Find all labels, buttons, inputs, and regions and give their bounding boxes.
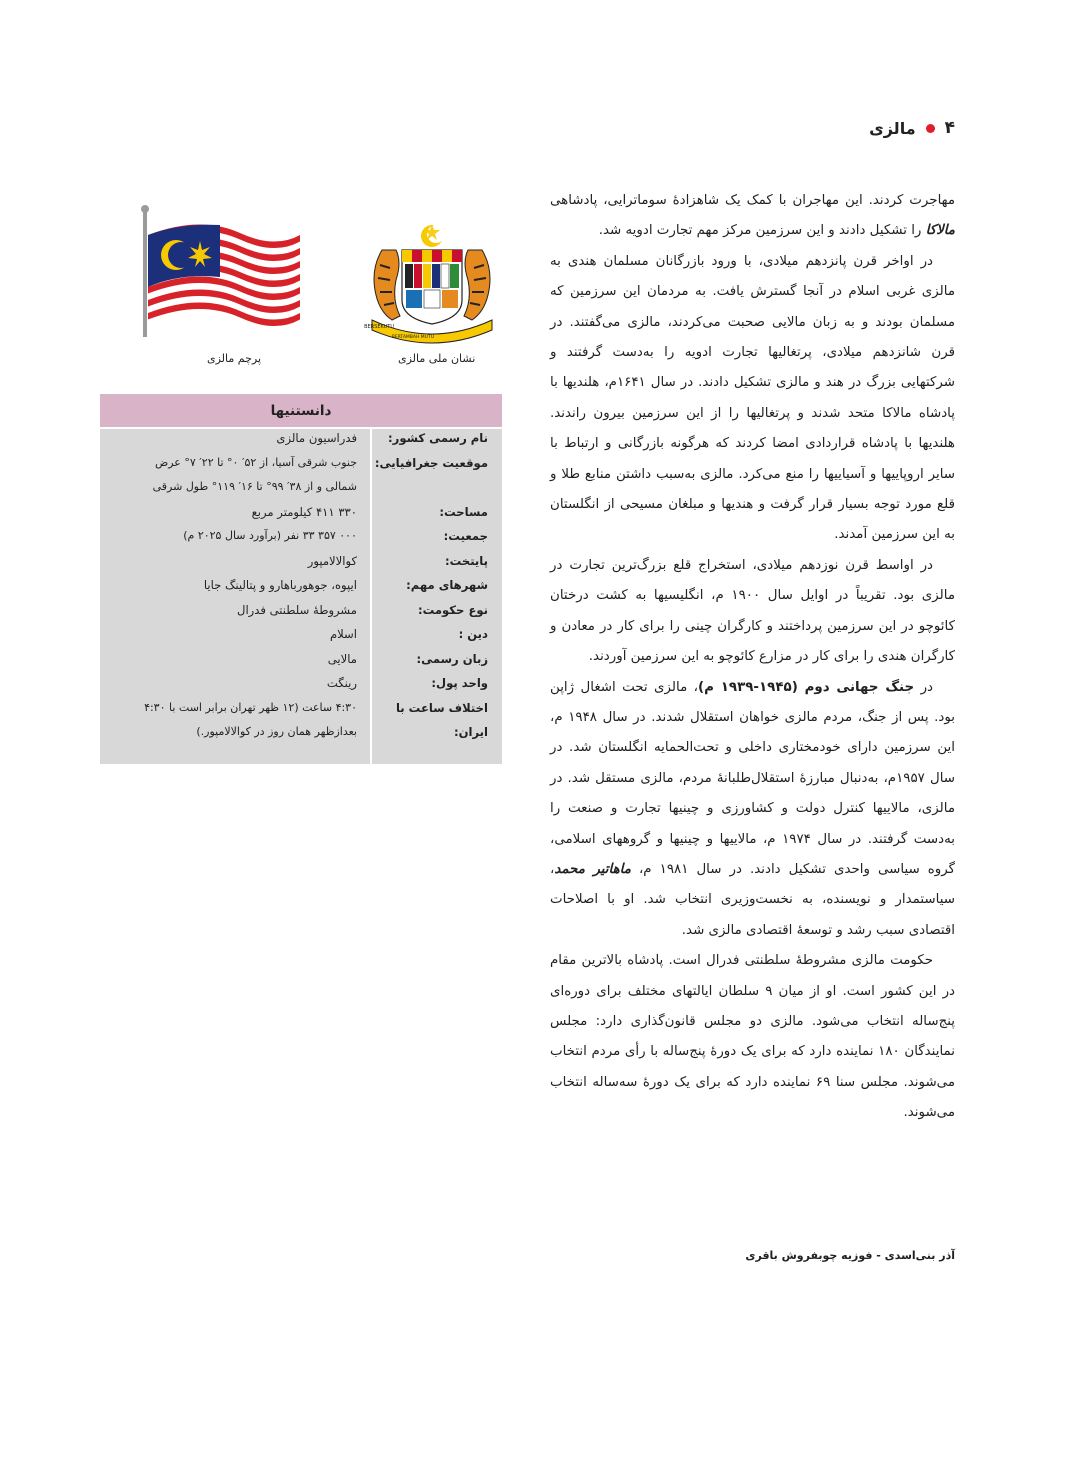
- fact-row: [100, 725, 502, 750]
- fact-value: ۴:۳۰ ساعت (۱۲ ظهر تهران برابر است با ۴:۳۰: [144, 700, 357, 714]
- fact-value: ایپوه، جوهورباهارو و پتالینگ جایا: [203, 578, 357, 592]
- malacca-term: مالاکا: [925, 223, 955, 239]
- paragraph-5: حکومت مالزی مشروطهٔ سلطنتی فدرال است. پادشاه بالاترین مقام در این کشور است. او از میان ۹ سلطان ایالتهای مختلف برای دوره‌ای پنج‌ساله انتخاب می‌شود. مالزی دو مجلس قانون‌گذاری دارد: مجلس نمایندگان ۱۸۰ نماینده دارد که برای یک دورهٔ پنج‌ساله با رأی مردم انتخاب می‌شوند. مجلس سنا ۶۹ نماینده دارد که برای یک دورهٔ سه‌ساله انتخاب می‌شوند.: [550, 953, 956, 1121]
- fact-label: واحد پول:: [431, 676, 488, 690]
- fact-label: زبان رسمی:: [416, 651, 488, 666]
- fact-value: مشروطهٔ سلطنتی فدرال: [237, 602, 357, 617]
- paragraph-4-text-b: ، مالزی تحت اشغال ژاپن بود. پس از جنگ، مردم مالزی خواهان استقلال شدند. در سال ۱۹۴۸ م، این سرزمین دارای خودمختاری داخلی و تحت‌الحمایه انگلستان شد. در سال ۱۹۵۷م، به‌دنبال مبارزهٔ استقلال‌طلبانهٔ مردم، مالزی مستقل شد. در مالزی، مالاییها کنترل دولت و کشاورزی و چینیها تجارت و صنعت را به‌دست گرفتند. در سال ۱۹۷۴ م، مالاییها و چینیها و گروههای اسلامی، گروه سیاسی واحدی تشکیل دادند. در سال ۱۹۸۱ م،: [550, 679, 955, 877]
- paragraph-1-text-b: را تشکیل دادند و این سرزمین مرکز مهم تجارت ادویه شد.: [598, 223, 926, 239]
- fact-row: [100, 480, 502, 505]
- fact-label: دین :: [458, 627, 488, 641]
- chapter-title: مالزی: [869, 118, 916, 138]
- paragraph-1: [550, 186, 955, 247]
- fact-value: اسلام: [329, 627, 357, 641]
- malaysia-flag-image: [140, 205, 310, 340]
- fact-label: پایتخت:: [444, 553, 488, 568]
- fact-row: [100, 554, 502, 579]
- fact-value: بعدازظهر همان روز در کوالالامپور.): [196, 725, 357, 738]
- fact-value: ۰۰۰ ۳۵۷ ۳۳ نفر (برآورد سال ۲۰۲۵ م): [183, 529, 357, 542]
- paragraph-3: در اواسط قرن نوزدهم میلادی، استخراج قلع بزرگ‌ترین تجارت در مالزی بود. تقریباً در اوایل سال ۱۹۰۰ م، انگلیسیها به کشت درختان کائوچو در این سرزمین پرداختند و کارگران چینی را برای کار در معادن و کارگران هندی را برای کار در مزارع کائوچو به این سرزمین آوردند.: [550, 557, 955, 665]
- paragraph-4: [550, 673, 955, 947]
- national-emblem-image: [362, 220, 502, 345]
- fact-row: [100, 456, 502, 481]
- fact-row: [100, 627, 502, 652]
- facts-box: [100, 394, 502, 764]
- fact-value: مالایی: [327, 651, 357, 666]
- mahathir-term: ماهاتیر محمد: [554, 861, 631, 877]
- fact-row: [100, 529, 502, 554]
- fact-value: رینگت: [326, 676, 357, 690]
- emblem-motto-right: BERTAMBAH MUTU: [391, 335, 434, 340]
- fact-label: ایران:: [453, 725, 488, 739]
- fact-label: مساحت:: [439, 504, 488, 519]
- authors-credit: آذر بنی‌اسدی - فوزیه چوبفروش باقری: [745, 1249, 955, 1262]
- paragraph-4-text-c: ، سیاستمدار و نویسنده، به نخست‌وزیری انتخاب شد. او با اصلاحات اقتصادی سبب رشد و توسعهٔ اقتصادی مالزی شد.: [550, 861, 955, 938]
- facts-body: [100, 429, 502, 764]
- paragraph-4-text-a: در: [914, 679, 934, 695]
- article-body: [550, 186, 955, 1129]
- emblem-motto-left: BERSEKUTU: [364, 324, 394, 330]
- page-number: ۴: [944, 118, 955, 138]
- fact-label: نوع حکومت:: [417, 602, 488, 617]
- fact-row: [100, 603, 502, 628]
- bullet-dot-icon: [926, 124, 935, 133]
- paragraph-2: در اواخر قرن پانزدهم میلادی، با ورود بازرگانان مسلمان هندی به مالزی غربی اسلام در آنجا گسترش یافت. به مردمان این سرزمین که مسلمان بودند و به زبان مالایی صحبت می‌کردند، مالزی می‌گفتند. در قرن شانزدهم میلادی، پرتغالیها تجارت ادویه را به‌دست گرفتند و شرکتهایی بزرگ در هند و مالزی تشکیل دادند. در سال ۱۶۴۱م، هلندیها با پادشاه مالاکا متحد شدند و پرتغالیها را از این سرزمین بیرون راندند. هلندیها با پادشاه قراردادی امضا کردند که هرگونه بازرگانی و ارتباط با سایر اروپاییها و آسیاییها را منع می‌کرد. مالزی به‌سبب داشتن منابع طلا و قلع مورد توجه بسیار قرار گرفت و هندیها و مبلغان مسیحی از انگلستان به این سرزمین آمدند.: [550, 253, 955, 543]
- fact-value: شمالی و از ۳۸′ ۹۹° تا ۱۶′ ۱۱۹° طول شرقی: [152, 480, 357, 493]
- paragraph-1-text-a: مهاجرت کردند. این مهاجران با کمک یک شاهزادهٔ سوماترایی، پادشاهی: [550, 193, 955, 208]
- fact-row: [100, 578, 502, 603]
- fact-row: [100, 505, 502, 530]
- ww2-term: جنگ جهانی دوم (۱۹۴۵-۱۹۳۹ م): [697, 679, 915, 695]
- page-header: [869, 118, 955, 138]
- fact-row: [100, 652, 502, 677]
- figures-area: [100, 205, 502, 385]
- fact-row: [100, 431, 502, 456]
- fact-row: [100, 701, 502, 726]
- fact-value: جنوب شرقی آسیا، از ۵۲′ ۰° تا ۲۲′ ۷° عرض: [154, 455, 357, 469]
- fact-value: کوالالامپور: [307, 553, 357, 568]
- fact-row: [100, 676, 502, 701]
- flag-caption: پرچم مالزی: [207, 352, 262, 365]
- fact-label: موقعیت جغرافیایی:: [374, 455, 488, 470]
- emblem-caption: نشان ملی مالزی: [398, 352, 476, 365]
- facts-title: دانستنیها: [100, 394, 502, 429]
- fact-label: شهرهای مهم:: [406, 578, 488, 592]
- fact-value: ۳۳۰ ۴۱۱ کیلومتر مربع: [251, 504, 357, 519]
- fact-label: نام رسمی کشور:: [388, 431, 488, 445]
- fact-label: جمعیت:: [443, 529, 488, 543]
- fact-value: فدراسیون مالزی: [276, 431, 357, 445]
- fact-label: اختلاف ساعت با: [395, 700, 488, 715]
